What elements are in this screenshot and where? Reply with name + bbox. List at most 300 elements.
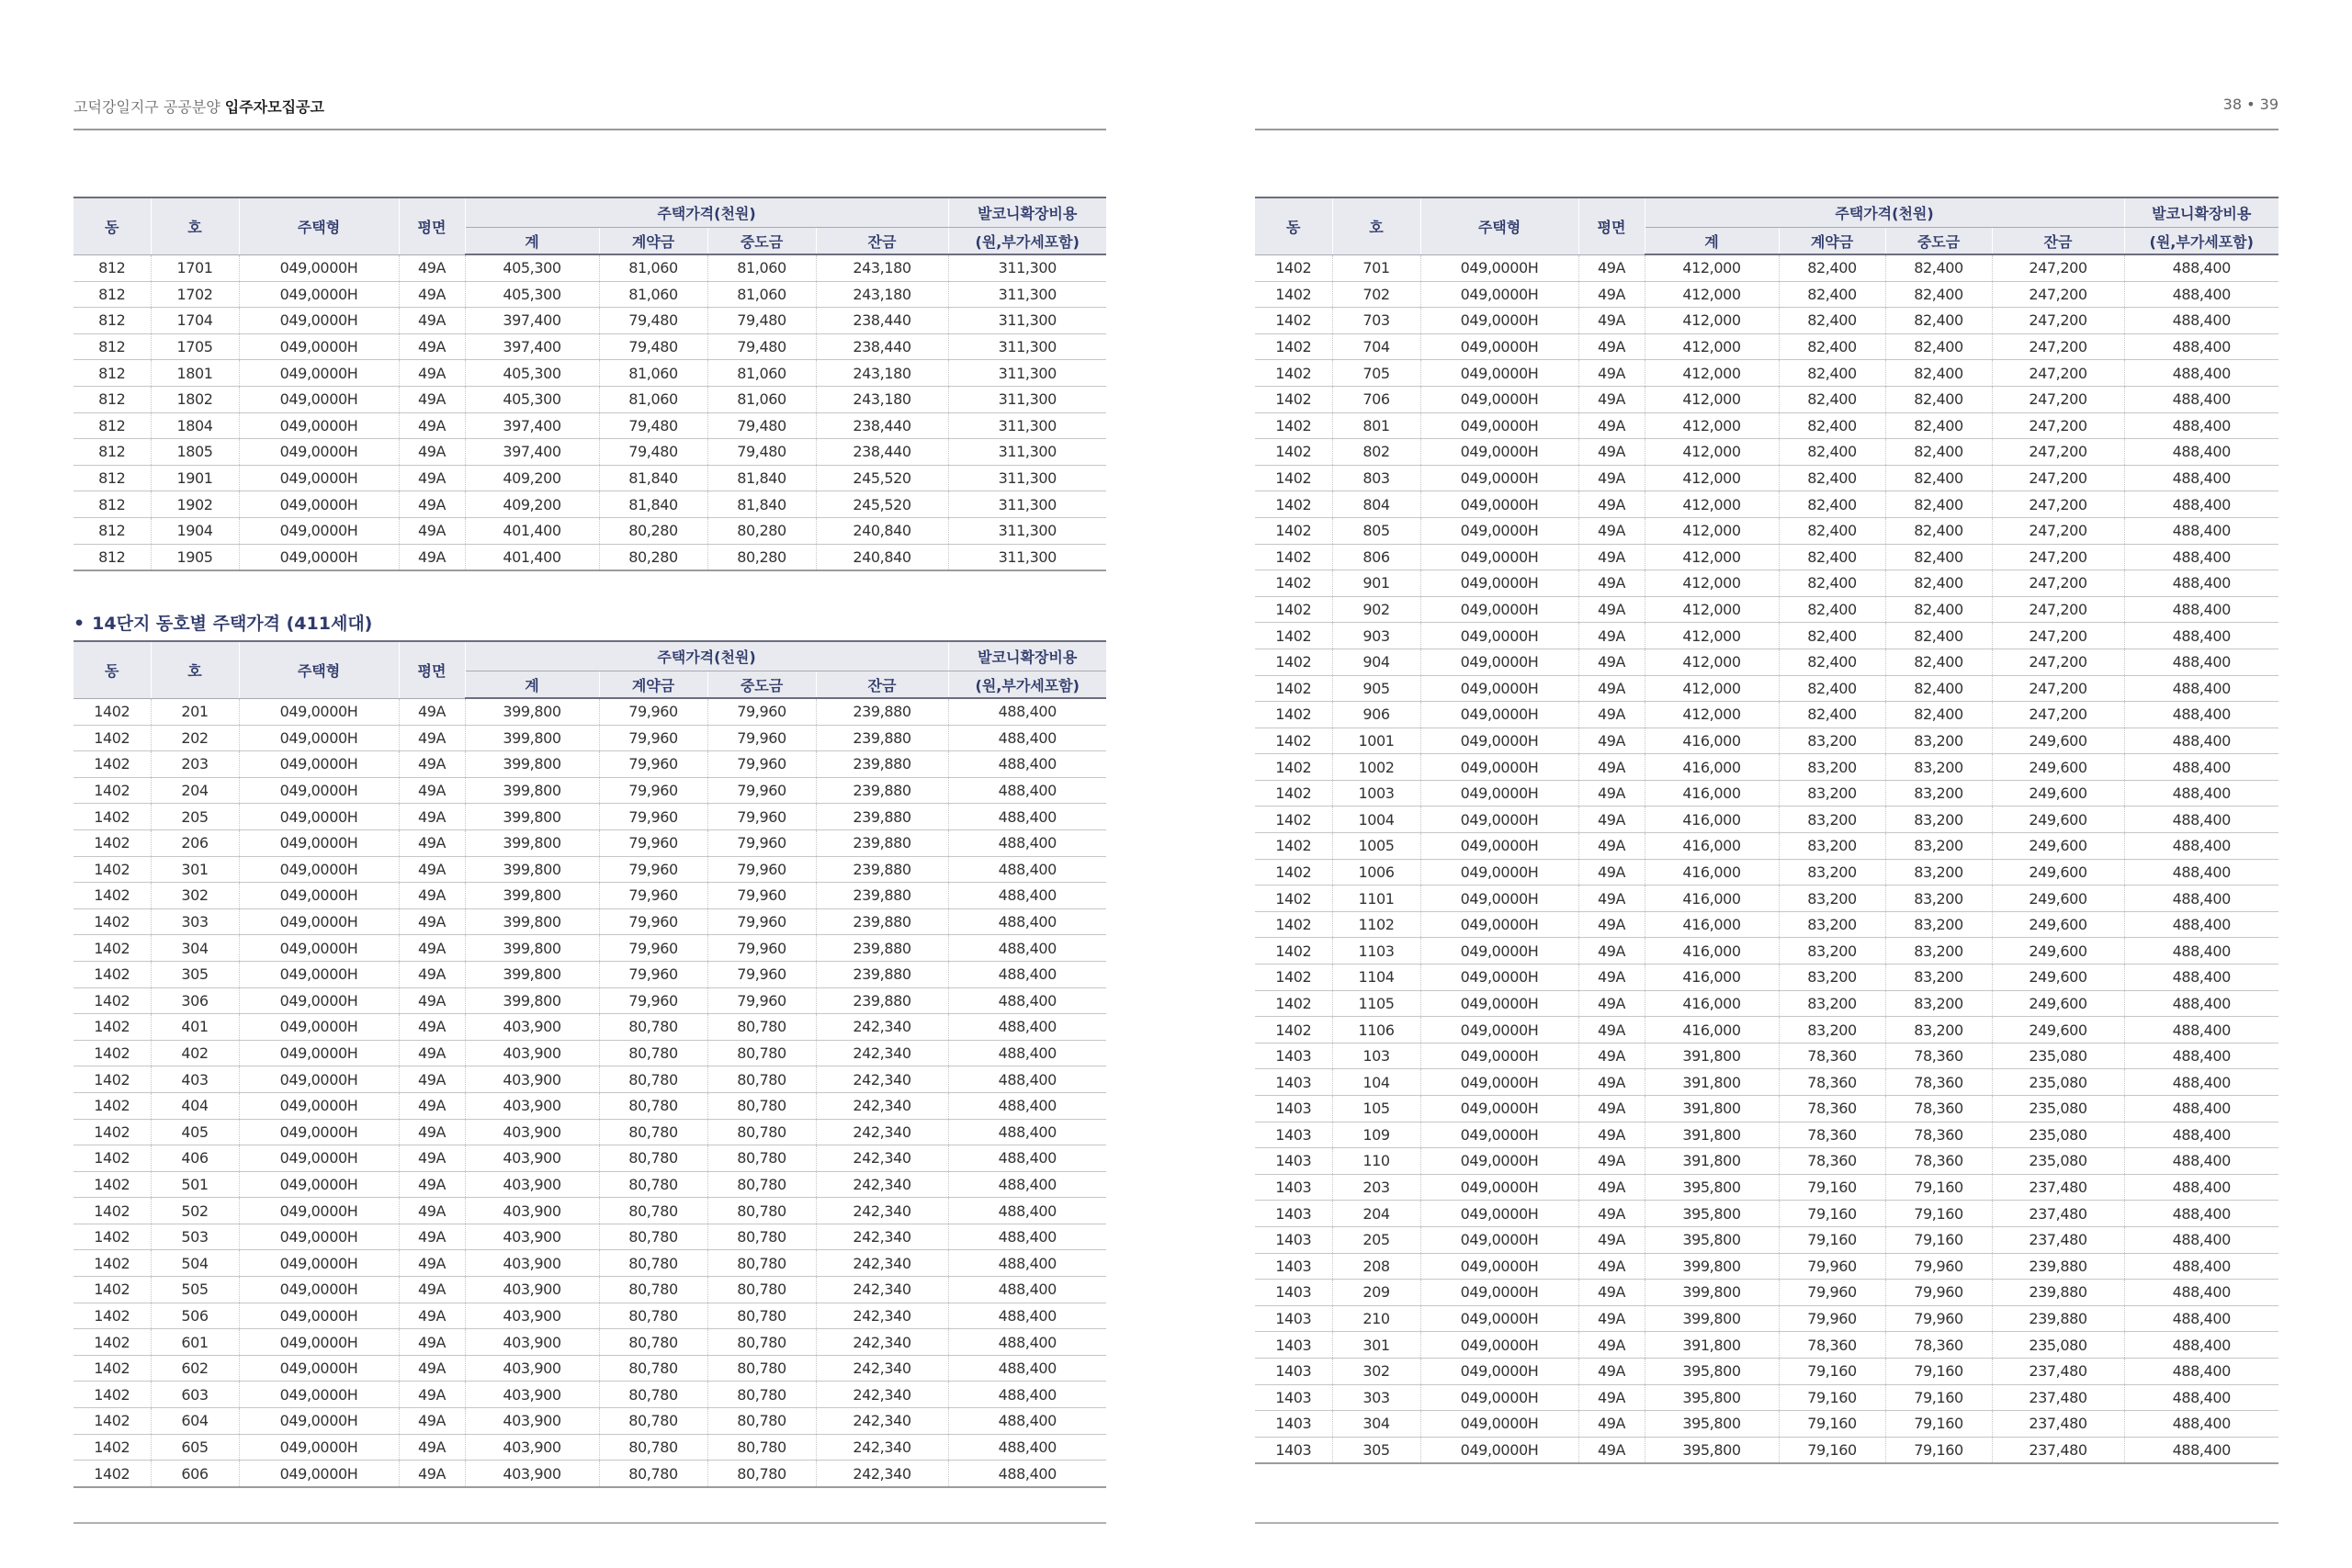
cell-balcony: 488,400	[2124, 491, 2278, 518]
cell-middle: 82,400	[1885, 675, 1992, 702]
cell-contract: 83,200	[1779, 859, 1885, 886]
cell-type: 049,0000H	[1420, 649, 1578, 675]
table-row	[1255, 1280, 2278, 1306]
col-type: 주택형	[239, 641, 399, 698]
cell-balcony: 488,400	[2124, 938, 2278, 964]
cell-area: 49A	[399, 491, 465, 518]
cell-middle: 80,780	[707, 1224, 816, 1250]
cell-total: 395,800	[1645, 1437, 1779, 1463]
cell-ho: 301	[151, 856, 239, 883]
cell-area: 49A	[1578, 833, 1645, 860]
cell-area: 49A	[1578, 1437, 1645, 1463]
cell-ho: 204	[1332, 1201, 1420, 1227]
cell-middle: 79,960	[707, 725, 816, 751]
cell-dong: 812	[74, 491, 151, 518]
cell-ho: 501	[151, 1171, 239, 1198]
cell-total: 416,000	[1645, 754, 1779, 781]
cell-ho: 1003	[1332, 780, 1420, 807]
cell-middle: 79,160	[1885, 1411, 1992, 1438]
cell-dong: 1402	[1255, 964, 1332, 991]
cell-balcony: 488,400	[948, 1329, 1106, 1356]
cell-contract: 83,200	[1779, 780, 1885, 807]
cell-area: 49A	[399, 1171, 465, 1198]
cell-area: 49A	[399, 777, 465, 804]
cell-balance: 247,200	[1992, 570, 2124, 597]
cell-contract: 83,200	[1779, 728, 1885, 754]
cell-area: 49A	[399, 856, 465, 883]
table-row	[74, 1066, 1106, 1093]
table-row	[1255, 728, 2278, 754]
cell-balcony: 488,400	[948, 1461, 1106, 1487]
cell-total: 399,800	[465, 883, 599, 909]
cell-middle: 79,160	[1885, 1174, 1992, 1201]
cell-balance: 242,340	[816, 1434, 948, 1461]
cell-middle: 83,200	[1885, 886, 1992, 912]
cell-contract: 79,480	[599, 412, 707, 439]
col-ho: 호	[151, 197, 239, 254]
cell-contract: 82,400	[1779, 570, 1885, 597]
cell-middle: 79,160	[1885, 1384, 1992, 1411]
cell-contract: 79,960	[599, 725, 707, 751]
table-row	[74, 1014, 1106, 1041]
cell-middle: 79,960	[707, 856, 816, 883]
cell-balance: 249,600	[1992, 1017, 2124, 1043]
cell-ho: 404	[151, 1092, 239, 1119]
cell-contract: 79,160	[1779, 1226, 1885, 1253]
cell-type: 049,0000H	[239, 1250, 399, 1277]
table-row	[1255, 544, 2278, 570]
cell-total: 403,900	[465, 1198, 599, 1224]
cell-middle: 82,400	[1885, 623, 1992, 649]
cell-balance: 239,880	[1992, 1253, 2124, 1280]
cell-ho: 604	[151, 1408, 239, 1435]
cell-area: 49A	[1578, 702, 1645, 728]
cell-balcony: 488,400	[2124, 859, 2278, 886]
cell-balcony: 488,400	[948, 935, 1106, 962]
table-row	[1255, 1332, 2278, 1359]
cell-dong: 1402	[74, 1329, 151, 1356]
cell-type: 049,0000H	[239, 1461, 399, 1487]
cell-ho: 1104	[1332, 964, 1420, 991]
cell-contract: 79,960	[599, 804, 707, 830]
cell-area: 49A	[1578, 1358, 1645, 1384]
cell-middle: 79,160	[1885, 1226, 1992, 1253]
cell-total: 403,900	[465, 1145, 599, 1172]
cell-total: 399,800	[1645, 1305, 1779, 1332]
table-row	[1255, 990, 2278, 1017]
cell-contract: 81,060	[599, 386, 707, 412]
cell-middle: 82,400	[1885, 360, 1992, 387]
cell-dong: 1402	[74, 1224, 151, 1250]
cell-area: 49A	[1578, 281, 1645, 308]
table-row	[74, 883, 1106, 909]
cell-ho: 803	[1332, 465, 1420, 491]
cell-dong: 1403	[1255, 1332, 1332, 1359]
cell-contract: 80,780	[599, 1014, 707, 1041]
cell-dong: 1402	[1255, 281, 1332, 308]
cell-total: 412,000	[1645, 517, 1779, 544]
cell-total: 403,900	[465, 1092, 599, 1119]
cell-area: 49A	[1578, 1043, 1645, 1069]
cell-area: 49A	[399, 465, 465, 491]
table-row	[1255, 386, 2278, 412]
cell-total: 403,900	[465, 1250, 599, 1277]
cell-total: 397,400	[465, 333, 599, 360]
cell-balance: 247,200	[1992, 649, 2124, 675]
cell-balcony: 488,400	[2124, 911, 2278, 938]
cell-middle: 80,780	[707, 1382, 816, 1408]
cell-ho: 1105	[1332, 990, 1420, 1017]
cell-balance: 239,880	[816, 961, 948, 987]
cell-type: 049,0000H	[1420, 544, 1578, 570]
cell-middle: 82,400	[1885, 412, 1992, 439]
table-row	[74, 1277, 1106, 1303]
cell-ho: 806	[1332, 544, 1420, 570]
table-row	[74, 1461, 1106, 1487]
cell-contract: 80,280	[599, 544, 707, 570]
cell-balance: 239,880	[816, 935, 948, 962]
cell-middle: 80,780	[707, 1355, 816, 1382]
cell-total: 416,000	[1645, 780, 1779, 807]
col-contract: 계약금	[599, 228, 707, 255]
cell-total: 391,800	[1645, 1069, 1779, 1096]
cell-area: 49A	[1578, 780, 1645, 807]
cell-type: 049,0000H	[1420, 964, 1578, 991]
cell-balance: 242,340	[816, 1198, 948, 1224]
cell-balcony: 488,400	[948, 777, 1106, 804]
section-title-text: 14단지 동호별 주택가격 (411세대)	[92, 614, 373, 634]
cell-dong: 1402	[1255, 570, 1332, 597]
cell-dong: 1402	[74, 935, 151, 962]
col-price-group: 주택가격(천원)	[465, 641, 948, 671]
cell-total: 416,000	[1645, 886, 1779, 912]
cell-total: 416,000	[1645, 833, 1779, 860]
cell-ho: 401	[151, 1014, 239, 1041]
cell-contract: 82,400	[1779, 675, 1885, 702]
cell-balance: 239,880	[816, 698, 948, 725]
cell-balcony: 488,400	[2124, 833, 2278, 860]
cell-total: 399,800	[465, 856, 599, 883]
cell-middle: 79,160	[1885, 1437, 1992, 1463]
cell-type: 049,0000H	[1420, 1305, 1578, 1332]
cell-balance: 247,200	[1992, 623, 2124, 649]
cell-dong: 1403	[1255, 1226, 1332, 1253]
cell-dong: 1402	[1255, 412, 1332, 439]
cell-area: 49A	[399, 1382, 465, 1408]
table-row	[1255, 1096, 2278, 1122]
cell-total: 403,900	[465, 1461, 599, 1487]
cell-dong: 812	[74, 360, 151, 387]
col-balcony: 발코니확장비용	[948, 197, 1106, 228]
cell-contract: 82,400	[1779, 544, 1885, 570]
cell-middle: 78,360	[1885, 1122, 1992, 1148]
cell-balcony: 488,400	[2124, 702, 2278, 728]
cell-type: 049,0000H	[239, 544, 399, 570]
cell-ho: 304	[151, 935, 239, 962]
cell-balance: 247,200	[1992, 517, 2124, 544]
cell-type: 049,0000H	[1420, 1122, 1578, 1148]
cell-contract: 79,480	[599, 333, 707, 360]
cell-middle: 80,780	[707, 1145, 816, 1172]
cell-type: 049,0000H	[239, 1040, 399, 1066]
cell-ho: 105	[1332, 1096, 1420, 1122]
cell-contract: 81,060	[599, 254, 707, 281]
cell-middle: 82,400	[1885, 386, 1992, 412]
cell-middle: 78,360	[1885, 1043, 1992, 1069]
cell-balance: 239,880	[1992, 1305, 2124, 1332]
cell-area: 49A	[1578, 1226, 1645, 1253]
cell-total: 399,800	[465, 698, 599, 725]
table-row	[74, 308, 1106, 334]
cell-balcony: 311,300	[948, 360, 1106, 387]
cell-balance: 242,340	[816, 1277, 948, 1303]
cell-total: 399,800	[1645, 1280, 1779, 1306]
cell-middle: 83,200	[1885, 964, 1992, 991]
cell-middle: 82,400	[1885, 333, 1992, 360]
cell-total: 412,000	[1645, 570, 1779, 597]
cell-ho: 202	[151, 725, 239, 751]
cell-balcony: 311,300	[948, 439, 1106, 466]
cell-balcony: 311,300	[948, 491, 1106, 518]
cell-area: 49A	[1578, 1280, 1645, 1306]
table-row	[74, 777, 1106, 804]
cell-dong: 1403	[1255, 1043, 1332, 1069]
cell-balance: 235,080	[1992, 1148, 2124, 1175]
cell-total: 416,000	[1645, 807, 1779, 833]
cell-middle: 81,060	[707, 360, 816, 387]
cell-dong: 1402	[74, 1119, 151, 1145]
cell-type: 049,0000H	[1420, 1174, 1578, 1201]
cell-balcony: 488,400	[948, 1145, 1106, 1172]
cell-contract: 82,400	[1779, 333, 1885, 360]
cell-area: 49A	[1578, 439, 1645, 466]
cell-dong: 1402	[74, 908, 151, 935]
cell-middle: 79,480	[707, 308, 816, 334]
cell-type: 049,0000H	[239, 1171, 399, 1198]
cell-type: 049,0000H	[1420, 754, 1578, 781]
cell-middle: 78,360	[1885, 1069, 1992, 1096]
cell-total: 391,800	[1645, 1043, 1779, 1069]
cell-balance: 249,600	[1992, 728, 2124, 754]
cell-middle: 82,400	[1885, 281, 1992, 308]
cell-ho: 303	[1332, 1384, 1420, 1411]
cell-ho: 1805	[151, 439, 239, 466]
cell-ho: 903	[1332, 623, 1420, 649]
cell-ho: 405	[151, 1119, 239, 1145]
cell-ho: 302	[151, 883, 239, 909]
cell-area: 49A	[1578, 333, 1645, 360]
cell-balance: 242,340	[816, 1092, 948, 1119]
cell-area: 49A	[1578, 386, 1645, 412]
cell-type: 049,0000H	[1420, 491, 1578, 518]
table-row	[1255, 1305, 2278, 1332]
cell-balance: 249,600	[1992, 886, 2124, 912]
cell-middle: 81,060	[707, 281, 816, 308]
cell-total: 412,000	[1645, 281, 1779, 308]
cell-balcony: 488,400	[948, 1355, 1106, 1382]
cell-dong: 1402	[1255, 675, 1332, 702]
cell-balance: 240,840	[816, 544, 948, 570]
table-row	[74, 465, 1106, 491]
table-row	[1255, 465, 2278, 491]
table-row	[1255, 254, 2278, 281]
cell-balcony: 488,400	[948, 1092, 1106, 1119]
col-price-group: 주택가격(천원)	[1645, 197, 2124, 228]
cell-ho: 306	[151, 987, 239, 1014]
cell-balcony: 488,400	[2124, 1358, 2278, 1384]
cell-total: 412,000	[1645, 412, 1779, 439]
cell-area: 49A	[399, 333, 465, 360]
table-row	[1255, 964, 2278, 991]
cell-total: 412,000	[1645, 649, 1779, 675]
cell-ho: 1005	[1332, 833, 1420, 860]
cell-balcony: 488,400	[948, 804, 1106, 830]
table-row	[74, 804, 1106, 830]
cell-balcony: 311,300	[948, 517, 1106, 544]
cell-balance: 242,340	[816, 1250, 948, 1277]
cell-type: 049,0000H	[239, 254, 399, 281]
cell-contract: 79,960	[599, 698, 707, 725]
cell-ho: 209	[1332, 1280, 1420, 1306]
cell-type: 049,0000H	[239, 465, 399, 491]
cell-contract: 81,840	[599, 491, 707, 518]
cell-contract: 80,780	[599, 1250, 707, 1277]
cell-contract: 80,780	[599, 1408, 707, 1435]
cell-area: 49A	[399, 412, 465, 439]
table-row	[1255, 412, 2278, 439]
table-row	[1255, 1069, 2278, 1096]
cell-middle: 79,960	[1885, 1305, 1992, 1332]
cell-total: 412,000	[1645, 386, 1779, 412]
cell-ho: 904	[1332, 649, 1420, 675]
cell-balance: 239,880	[1992, 1280, 2124, 1306]
cell-type: 049,0000H	[239, 935, 399, 962]
cell-area: 49A	[399, 1461, 465, 1487]
cell-type: 049,0000H	[239, 1303, 399, 1329]
cell-middle: 83,200	[1885, 859, 1992, 886]
col-type: 주택형	[1420, 197, 1578, 254]
cell-ho: 110	[1332, 1148, 1420, 1175]
cell-ho: 302	[1332, 1358, 1420, 1384]
cell-type: 049,0000H	[1420, 859, 1578, 886]
cell-ho: 901	[1332, 570, 1420, 597]
cell-type: 049,0000H	[1420, 990, 1578, 1017]
cell-dong: 1402	[1255, 780, 1332, 807]
cell-total: 403,900	[465, 1224, 599, 1250]
cell-middle: 79,960	[707, 883, 816, 909]
cell-type: 049,0000H	[239, 281, 399, 308]
cell-total: 403,900	[465, 1408, 599, 1435]
cell-balcony: 488,400	[2124, 1069, 2278, 1096]
cell-contract: 82,400	[1779, 491, 1885, 518]
cell-total: 416,000	[1645, 1017, 1779, 1043]
cell-ho: 603	[151, 1382, 239, 1408]
cell-total: 399,800	[465, 725, 599, 751]
cell-total: 399,800	[465, 751, 599, 778]
cell-balcony: 311,300	[948, 308, 1106, 334]
table-row	[1255, 570, 2278, 597]
cell-balcony: 488,400	[948, 961, 1106, 987]
cell-contract: 79,960	[599, 961, 707, 987]
cell-total: 403,900	[465, 1066, 599, 1093]
cell-balance: 243,180	[816, 360, 948, 387]
cell-type: 049,0000H	[1420, 412, 1578, 439]
cell-middle: 79,480	[707, 333, 816, 360]
cell-contract: 83,200	[1779, 911, 1885, 938]
table-row	[1255, 675, 2278, 702]
table-row	[1255, 1122, 2278, 1148]
cell-middle: 80,780	[707, 1014, 816, 1041]
cell-total: 403,900	[465, 1277, 599, 1303]
cell-contract: 82,400	[1779, 281, 1885, 308]
cell-dong: 812	[74, 281, 151, 308]
col-type: 주택형	[239, 197, 399, 254]
cell-dong: 812	[74, 439, 151, 466]
cell-balcony: 488,400	[2124, 1096, 2278, 1122]
cell-total: 399,800	[1645, 1253, 1779, 1280]
cell-area: 49A	[1578, 254, 1645, 281]
cell-type: 049,0000H	[1420, 1096, 1578, 1122]
cell-middle: 79,960	[707, 908, 816, 935]
cell-ho: 305	[151, 961, 239, 987]
cell-type: 049,0000H	[1420, 1384, 1578, 1411]
cell-balance: 237,480	[1992, 1201, 2124, 1227]
cell-balcony: 488,400	[2124, 333, 2278, 360]
cell-balance: 239,880	[816, 725, 948, 751]
cell-dong: 1402	[74, 1382, 151, 1408]
cell-ho: 502	[151, 1198, 239, 1224]
cell-total: 403,900	[465, 1329, 599, 1356]
cell-type: 049,0000H	[239, 439, 399, 466]
cell-contract: 78,360	[1779, 1122, 1885, 1148]
table-row	[1255, 491, 2278, 518]
cell-total: 401,400	[465, 517, 599, 544]
cell-balance: 249,600	[1992, 807, 2124, 833]
table-row	[74, 829, 1106, 856]
cell-balcony: 488,400	[2124, 386, 2278, 412]
cell-middle: 81,840	[707, 491, 816, 518]
cell-dong: 812	[74, 254, 151, 281]
cell-contract: 82,400	[1779, 649, 1885, 675]
cell-contract: 78,360	[1779, 1069, 1885, 1096]
cell-area: 49A	[399, 725, 465, 751]
cell-total: 416,000	[1645, 938, 1779, 964]
cell-ho: 301	[1332, 1332, 1420, 1359]
cell-area: 49A	[1578, 911, 1645, 938]
cell-contract: 80,780	[599, 1040, 707, 1066]
cell-balance: 237,480	[1992, 1384, 2124, 1411]
cell-dong: 812	[74, 308, 151, 334]
cell-balcony: 488,400	[2124, 675, 2278, 702]
cell-total: 403,900	[465, 1434, 599, 1461]
table-row	[74, 1092, 1106, 1119]
cell-type: 049,0000H	[1420, 281, 1578, 308]
cell-dong: 1402	[74, 1014, 151, 1041]
cell-type: 049,0000H	[239, 360, 399, 387]
cell-area: 49A	[399, 1434, 465, 1461]
cell-balcony: 488,400	[948, 1066, 1106, 1093]
table-row	[1255, 1226, 2278, 1253]
cell-middle: 79,960	[707, 698, 816, 725]
table-row	[74, 281, 1106, 308]
table-row	[1255, 1201, 2278, 1227]
cell-type: 049,0000H	[1420, 517, 1578, 544]
cell-balance: 238,440	[816, 333, 948, 360]
cell-total: 409,200	[465, 491, 599, 518]
cell-dong: 1402	[74, 1408, 151, 1435]
cell-contract: 79,960	[599, 987, 707, 1014]
cell-middle: 82,400	[1885, 544, 1992, 570]
